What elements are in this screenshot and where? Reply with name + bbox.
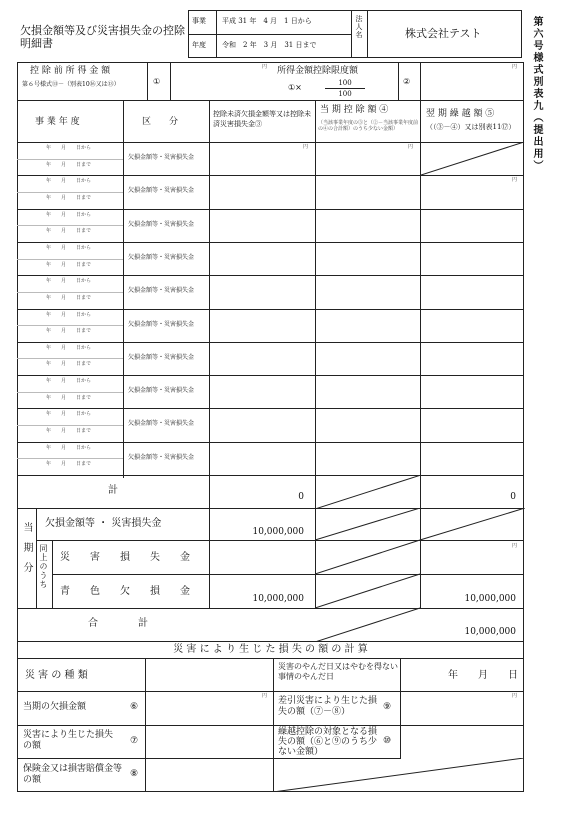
disaster-item-8-label: 保険金又は損害賠償金等の額 bbox=[23, 764, 123, 785]
row-divider bbox=[17, 309, 524, 310]
kubun-label: 欠損金額等・災害損失金 bbox=[128, 154, 195, 161]
form-title: 欠損金額等及び災害損失金の控除明細書 bbox=[20, 24, 185, 50]
period-label-bottom: 年度 bbox=[192, 41, 206, 49]
row-mid-divider bbox=[17, 425, 123, 426]
year-to[interactable]: 年 月 日まで bbox=[46, 361, 92, 368]
year-from[interactable]: 年 月 日から bbox=[46, 444, 92, 451]
year-to[interactable]: 年 月 日まで bbox=[46, 228, 92, 235]
row-divider bbox=[17, 342, 524, 343]
income-yen: 円 bbox=[262, 64, 268, 70]
row-mid-divider bbox=[17, 292, 123, 293]
income-num: ① bbox=[153, 77, 161, 86]
row-mid-divider bbox=[17, 192, 123, 193]
row-mid-divider bbox=[17, 392, 123, 393]
row-divider bbox=[17, 408, 524, 409]
disaster-item-9-num: ⑨ bbox=[383, 702, 392, 712]
disaster-diagonal bbox=[273, 758, 525, 792]
limit-yen: 円 bbox=[512, 64, 518, 70]
row-mid-divider bbox=[17, 325, 123, 326]
col-header-kubun: 区 分 bbox=[142, 117, 179, 127]
income-note: 第６号様式⑬－（別表10⑯又は⑬） bbox=[22, 81, 120, 88]
limit-label: 所得金額控除限度額 bbox=[277, 66, 359, 76]
year-from[interactable]: 年 月 日から bbox=[46, 178, 92, 185]
year-from[interactable]: 年 月 日から bbox=[46, 278, 92, 285]
year-from[interactable]: 年 月 日から bbox=[46, 211, 92, 218]
grand-total-carry[interactable]: 10,000,000 bbox=[464, 627, 516, 637]
year-from[interactable]: 年 月 日から bbox=[46, 145, 92, 151]
disaster-title: 災 害 に よ り 生 じ た 損 失 の 額 の 計 算 bbox=[173, 644, 368, 655]
year-to[interactable]: 年 月 日まで bbox=[46, 328, 92, 335]
col-header-carry-note: （（③－④）又は別表11⑰） bbox=[426, 123, 516, 131]
current-diagonals bbox=[315, 508, 525, 642]
row-mid-divider bbox=[17, 225, 123, 226]
row-divider bbox=[17, 275, 524, 276]
col-header-year: 事 業 年 度 bbox=[35, 117, 80, 127]
disaster-item-10-num: ⑩ bbox=[383, 736, 392, 746]
col-header-carry: 翌 期 繰 越 額 ⑤ bbox=[426, 109, 495, 119]
row-divider bbox=[17, 242, 524, 243]
disaster-item-7-label: 災害により生じた損失の額 bbox=[23, 730, 114, 751]
row-mid-divider bbox=[17, 159, 123, 160]
disaster-item-7-num: ⑦ bbox=[130, 736, 139, 746]
year-to[interactable]: 年 月 日まで bbox=[46, 461, 92, 468]
first-row-carry-diagonal bbox=[421, 142, 525, 176]
total-carry[interactable]: 0 bbox=[510, 492, 516, 502]
total-diagonal bbox=[315, 475, 421, 509]
kubun-label: 欠損金額等・災害損失金 bbox=[128, 320, 195, 328]
row-divider bbox=[17, 209, 524, 210]
kubun-label: 欠損金額等・災害損失金 bbox=[128, 253, 195, 261]
year-to[interactable]: 年 月 日まで bbox=[46, 194, 92, 201]
limit-denominator: 100 bbox=[338, 90, 352, 98]
period-end: 令和 2 年 3 月 31 日まで bbox=[222, 41, 317, 49]
year-from[interactable]: 年 月 日から bbox=[46, 344, 92, 351]
year-from[interactable]: 年 月 日から bbox=[46, 411, 92, 418]
current-row-3-unused[interactable]: 10,000,000 bbox=[252, 594, 304, 604]
income-label: 控 除 前 所 得 金 額 bbox=[30, 66, 111, 76]
current-row-2-label: 災 害 損 失 金 bbox=[60, 552, 190, 563]
current-side-label: 当期分 bbox=[21, 522, 32, 582]
period-start: 平成 31 年 4 月 1 日から bbox=[222, 17, 312, 25]
year-from[interactable]: 年 月 日から bbox=[46, 244, 92, 251]
year-to[interactable]: 年 月 日まで bbox=[46, 428, 92, 435]
current-sub-side-label: 同上のうち bbox=[39, 544, 48, 589]
kubun-label: 欠損金額等・災害損失金 bbox=[128, 387, 195, 395]
row-divider bbox=[17, 375, 524, 376]
limit-numerator: 100 bbox=[338, 79, 352, 87]
kubun-label: 欠損金額等・災害損失金 bbox=[128, 420, 195, 428]
carry-yen: 円 bbox=[512, 177, 518, 184]
period-label-top: 事業 bbox=[192, 17, 206, 25]
unused-yen: 円 bbox=[303, 144, 309, 150]
limit-formula: ①× bbox=[288, 83, 302, 92]
year-to[interactable]: 年 月 日まで bbox=[46, 294, 92, 301]
kubun-label: 欠損金額等・災害損失金 bbox=[128, 453, 195, 461]
kubun-label: 欠損金額等・災害損失金 bbox=[128, 187, 195, 195]
row-mid-divider bbox=[17, 358, 123, 359]
current-row-1-label: 欠損金額等 ・ 災害損失金 bbox=[45, 518, 162, 529]
year-from[interactable]: 年 月 日から bbox=[46, 311, 92, 318]
disaster-item-9-yen: 円 bbox=[512, 693, 518, 699]
current-row-3-label: 青 色 欠 損 金 bbox=[60, 586, 190, 597]
year-from[interactable]: 年 月 日から bbox=[46, 378, 92, 385]
corp-label: 法人名 bbox=[355, 15, 363, 39]
row-mid-divider bbox=[17, 458, 123, 459]
col-header-unused: 控除未済欠損金額等又は控除未済災害損失金③ bbox=[213, 110, 311, 128]
col-header-deduct-note: （当該事業年度の③と（②－当該事業年度前の④の合計額）のうち少ない金額） bbox=[318, 120, 419, 132]
disaster-item-8-num: ⑧ bbox=[130, 769, 139, 779]
deduct-yen: 円 bbox=[408, 144, 414, 150]
disaster-end-date-value[interactable]: 年 月 日 bbox=[448, 670, 518, 681]
disaster-item-9-label: 差引災害により生じた損失の額（⑦－⑧） bbox=[278, 696, 378, 717]
form-side-label: 第六号様式別表九（提出用） bbox=[531, 16, 542, 172]
disaster-item-10-label: 繰越控除の対象となる損失の額（⑥と⑨のうち少ない金額） bbox=[278, 727, 378, 757]
year-to[interactable]: 年 月 日まで bbox=[46, 161, 92, 168]
disaster-end-date-label: 災害のやんだ日又はやむを得ない事情のやんだ日 bbox=[278, 662, 398, 681]
current-row-3-carry[interactable]: 10,000,000 bbox=[464, 594, 516, 604]
kubun-label: 欠損金額等・災害損失金 bbox=[128, 353, 195, 361]
disaster-item-6-yen: 円 bbox=[262, 693, 268, 699]
kubun-label: 欠損金額等・災害損失金 bbox=[128, 220, 195, 228]
total-unused[interactable]: 0 bbox=[298, 492, 304, 502]
disaster-item-6-num: ⑥ bbox=[130, 702, 139, 712]
current-row-2-yen: 円 bbox=[512, 543, 518, 549]
kubun-label: 欠損金額等・災害損失金 bbox=[128, 287, 195, 295]
disaster-kind-label: 災 害 の 種 類 bbox=[25, 670, 88, 681]
limit-num: ② bbox=[403, 77, 411, 86]
col-header-deduct: 当 期 控 除 額 ④ bbox=[320, 105, 389, 115]
corp-name: 株式会社テスト bbox=[405, 27, 482, 40]
year-to[interactable]: 年 月 日まで bbox=[46, 394, 92, 401]
year-to[interactable]: 年 月 日まで bbox=[46, 261, 92, 268]
grand-total-label: 合 計 bbox=[88, 618, 148, 629]
total-label: 計 bbox=[108, 485, 118, 496]
row-divider bbox=[17, 442, 524, 443]
current-row-1-unused[interactable]: 10,000,000 bbox=[252, 527, 304, 537]
row-mid-divider bbox=[17, 259, 123, 260]
disaster-item-6-label: 当期の欠損金額 bbox=[23, 702, 87, 712]
